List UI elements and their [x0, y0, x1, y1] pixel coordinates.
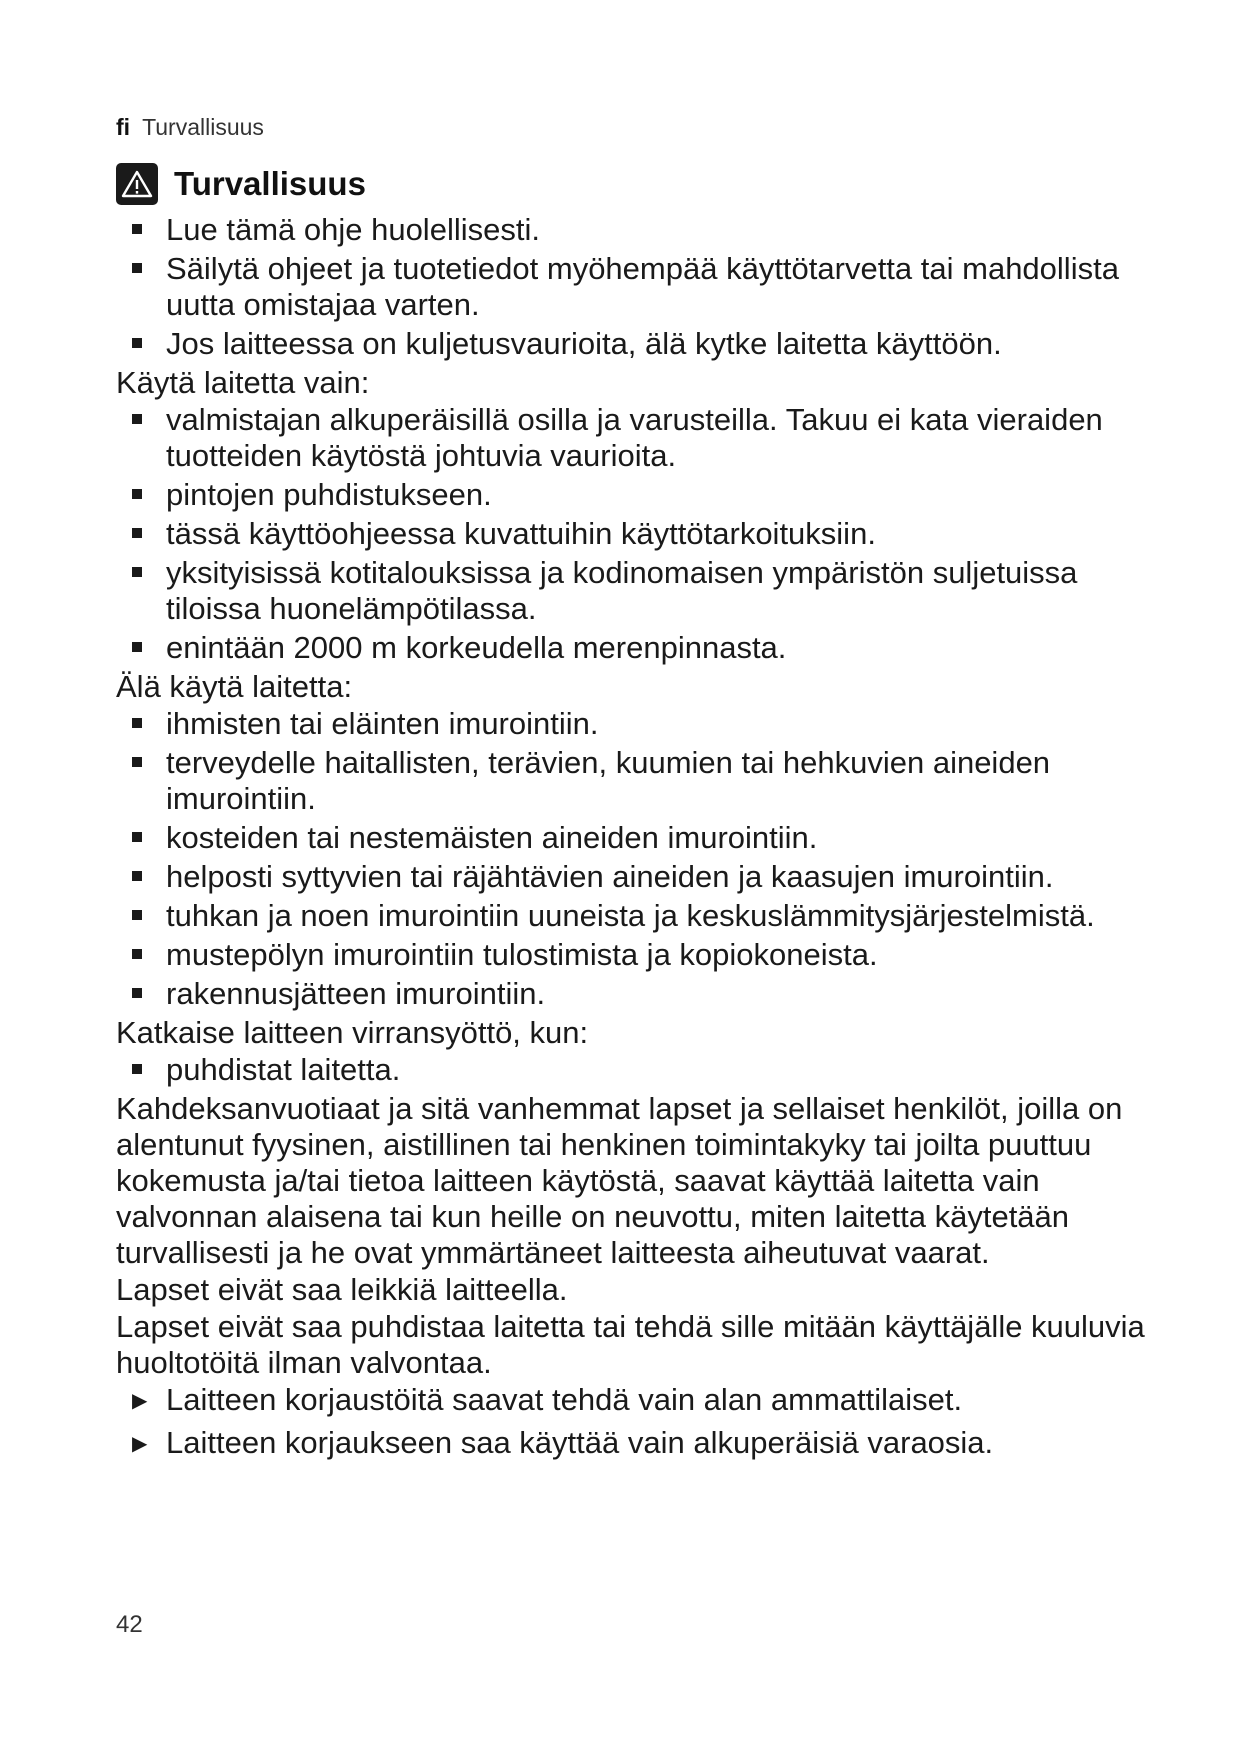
- list-item: [116, 402, 1166, 474]
- list-item-text: terveydelle haitallisten, terävien, kuumien tai hehkuvien aineiden imurointiin.: [166, 745, 1051, 816]
- list-item-text: Laitteen korjaukseen saa käyttää vain alkuperäisiä varaosia.: [166, 1425, 994, 1460]
- square-bullet-icon: [132, 937, 166, 973]
- list-item-text: Säilytä ohjeet ja tuotetiedot myöhempää käyttötarvetta tai mahdollista uutta omistajaa varten.: [166, 251, 1119, 322]
- list-item: [116, 820, 1166, 856]
- page-number: 42: [116, 1611, 143, 1638]
- instruction-item: [116, 1425, 1166, 1465]
- square-bullet-icon: [132, 1052, 166, 1088]
- list-item: [116, 477, 1166, 513]
- list-item: [116, 937, 1166, 973]
- instruction-item: [116, 1382, 1166, 1422]
- square-bullet-icon: [132, 516, 166, 552]
- warning-icon: [116, 163, 158, 205]
- list-item: [116, 555, 1166, 627]
- triangle-right-icon: ▶: [132, 1390, 148, 1412]
- square-bullet-icon: [132, 976, 166, 1012]
- list-item-text: puhdistat laitetta.: [166, 1052, 401, 1087]
- list-item: [116, 516, 1166, 552]
- paragraph-text: Katkaise laitteen virransyöttö, kun:: [116, 1015, 589, 1050]
- list-item-text: helposti syttyvien tai räjähtävien aineiden ja kaasujen imurointiin.: [166, 859, 1054, 894]
- square-bullet-icon: [132, 820, 166, 856]
- language-code: fi: [116, 114, 131, 140]
- list-item-text: Lue tämä ohje huolellisesti.: [166, 212, 540, 247]
- paragraph-text: Lapset eivät saa puhdistaa laitetta tai tehdä sille mitään käyttäjälle kuuluvia huoltotöitä ilman valvontaa.: [116, 1309, 1145, 1380]
- list-item-text: pintojen puhdistukseen.: [166, 477, 492, 512]
- list-item: [116, 976, 1166, 1012]
- square-bullet-icon: [132, 630, 166, 666]
- paragraph-text: Kahdeksanvuotiaat ja sitä vanhemmat lapset ja sellaiset henkilöt, joilla on alentunut fyysinen, aistillinen tai henkinen toimintakyky tai joilta puuttuu kokemusta ja/tai tietoa laitteen käytöstä, saavat käyttää laitetta vain valvonnan alaisena tai kun heille on neuvottu, miten laitetta käytetään turvallisesti ja he ovat ymmärtäneet laitteesta aiheutuvat vaarat.: [116, 1091, 1123, 1270]
- square-bullet-icon: [132, 555, 166, 591]
- list-item: [116, 859, 1166, 895]
- square-bullet-icon: [132, 898, 166, 934]
- running-header-section: Turvallisuus: [142, 114, 264, 140]
- list-item: [116, 251, 1166, 323]
- list-item: [116, 630, 1166, 666]
- square-bullet-icon: [132, 326, 166, 362]
- list-item-text: tässä käyttöohjeessa kuvattuihin käyttötarkoituksiin.: [166, 516, 876, 551]
- triangle-right-icon: ▶: [132, 1433, 148, 1455]
- list-item-text: valmistajan alkuperäisillä osilla ja varusteilla. Takuu ei kata vieraiden tuotteiden käytöstä johtuvia vaurioita.: [166, 402, 1103, 473]
- list-item-text: Jos laitteessa on kuljetusvaurioita, älä kytke laitetta käyttöön.: [166, 326, 1002, 361]
- section-title: [116, 162, 366, 206]
- square-bullet-icon: [132, 859, 166, 895]
- list-item-text: Laitteen korjaustöitä saavat tehdä vain alan ammattilaiset.: [166, 1382, 963, 1417]
- list-item: [116, 745, 1166, 817]
- paragraph: [116, 1091, 1166, 1271]
- paragraph-text: Lapset eivät saa leikkiä laitteella.: [116, 1272, 568, 1307]
- list-item-text: yksityisissä kotitalouksissa ja kodinomaisen ympäristön suljetuissa tiloissa huonelämpötilassa.: [166, 555, 1078, 626]
- square-bullet-icon: [132, 402, 166, 438]
- square-bullet-icon: [132, 745, 166, 781]
- list-item: [116, 706, 1166, 742]
- list-item-text: tuhkan ja noen imurointiin uuneista ja keskuslämmitysjärjestelmistä.: [166, 898, 1095, 933]
- list-item: [116, 898, 1166, 934]
- paragraph: [116, 1272, 1166, 1308]
- list-item-text: rakennusjätteen imurointiin.: [166, 976, 546, 1011]
- paragraph-text: Älä käytä laitetta:: [116, 669, 353, 704]
- paragraph: [116, 669, 1166, 705]
- page-title: Turvallisuus: [174, 165, 366, 202]
- paragraph: [116, 1015, 1166, 1051]
- square-bullet-icon: [132, 477, 166, 513]
- square-bullet-icon: [132, 706, 166, 742]
- list-item: [116, 1052, 1166, 1088]
- list-item: [116, 212, 1166, 248]
- square-bullet-icon: [132, 212, 166, 248]
- safety-content: [116, 212, 1166, 1468]
- running-header: [116, 114, 264, 141]
- square-bullet-icon: [132, 251, 166, 287]
- list-item-text: kosteiden tai nestemäisten aineiden imurointiin.: [166, 820, 818, 855]
- list-item-text: mustepölyn imurointiin tulostimista ja kopiokoneista.: [166, 937, 878, 972]
- list-item: [116, 326, 1166, 362]
- paragraph: [116, 365, 1166, 401]
- list-item-text: ihmisten tai eläinten imurointiin.: [166, 706, 599, 741]
- list-item-text: enintään 2000 m korkeudella merenpinnasta.: [166, 630, 787, 665]
- paragraph: [116, 1309, 1166, 1381]
- paragraph-text: Käytä laitetta vain:: [116, 365, 370, 400]
